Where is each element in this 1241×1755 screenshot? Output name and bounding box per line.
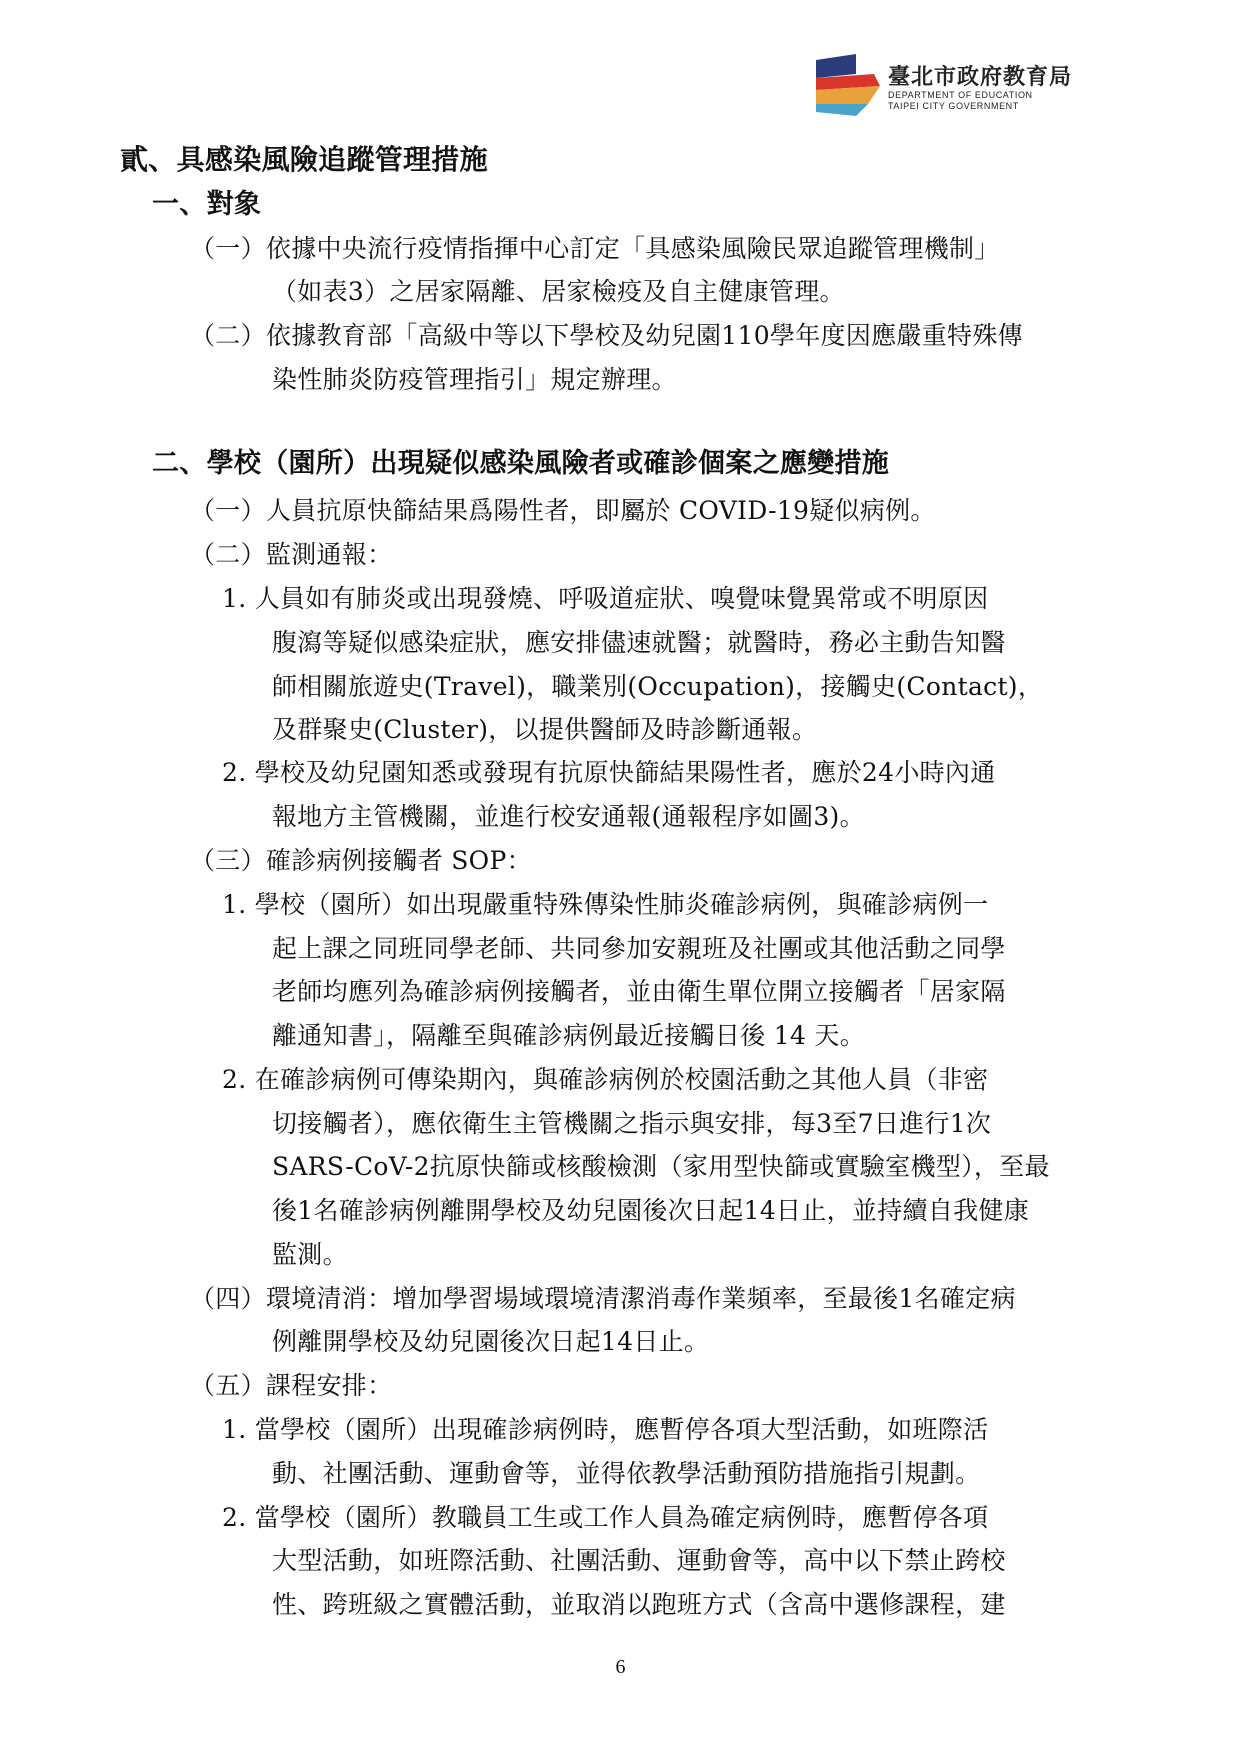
text-line: （五）課程安排：	[190, 1371, 393, 1400]
text-line: 老師均應列為確診病例接觸者，並由衛生單位開立接觸者「居家隔	[272, 977, 1006, 1006]
text-line: 動、社團活動、運動會等，並得依教學活動預防措施指引規劃。	[272, 1459, 981, 1488]
text-line: 染性肺炎防疫管理指引」規定辦理。	[272, 365, 677, 394]
text-line: 2. 學校及幼兒園知悉或發現有抗原快篩結果陽性者，應於24小時內通	[222, 758, 996, 787]
subsection-heading: 一、對象	[152, 189, 262, 220]
page-number: 6	[615, 1656, 626, 1678]
text-line: （一）依據中央流行疫情指揮中心訂定「具感染風險民眾追蹤管理機制」	[190, 234, 1000, 263]
text-line: 例離開學校及幼兒園後次日起14日止。	[272, 1327, 710, 1356]
section-heading: 貳、具感染風險追蹤管理措施	[120, 143, 488, 176]
text-line: （如表3）之居家隔離、居家檢疫及自主健康管理。	[272, 277, 845, 306]
text-line: 切接觸者），應依衛生主管機關之指示與安排，每3至7日進行1次	[272, 1109, 992, 1138]
text-line: （三）確診病例接觸者 SOP：	[190, 846, 532, 875]
text-line: 監測。	[272, 1240, 348, 1269]
text-line: （四）環境清消：增加學習場域環境清潔消毒作業頻率，至最後1名確定病	[190, 1284, 1016, 1313]
text-line: 1. 學校（園所）如出現嚴重特殊傳染性肺炎確診病例，與確診病例一	[222, 890, 989, 919]
text-line: 師相關旅遊史(Travel)，職業別(Occupation)，接觸史(Contact)，	[272, 672, 1044, 701]
org-name-en-line2: TAIPEI CITY GOVERNMENT	[888, 101, 1019, 111]
text-line: 起上課之同班同學老師、共同參加安親班及社團或其他活動之同學	[272, 934, 1006, 963]
text-line: 離通知書」，隔離至與確診病例最近接觸日後 14 天。	[272, 1021, 866, 1050]
text-line: 2. 當學校（園所）教職員工生或工作人員為確定病例時，應暫停各項	[222, 1503, 989, 1532]
org-name-zh: 臺北市政府教育局	[888, 65, 1073, 90]
text-line: 腹瀉等疑似感染症狀，應安排儘速就醫；就醫時，務必主動告知醫	[272, 628, 1006, 657]
text-line: 報地方主管機關，並進行校安通報(通報程序如圖3)。	[272, 802, 865, 831]
text-line: 後1名確診病例離開學校及幼兒園後次日起14日止，並持續自我健康	[272, 1196, 1030, 1225]
text-line: 1. 人員如有肺炎或出現發燒、呼吸道症狀、嗅覺味覺異常或不明原因	[222, 584, 989, 613]
text-line: 及群聚史(Cluster)，以提供醫師及時診斷通報。	[272, 715, 818, 744]
text-line: 1. 當學校（園所）出現確診病例時，應暫停各項大型活動，如班際活	[222, 1415, 989, 1444]
subsection-heading: 二、學校（園所）出現疑似感染風險者或確診個案之應變措施	[152, 448, 890, 479]
text-line: （二）監測通報：	[190, 540, 393, 569]
text-line: 2. 在確診病例可傳染期內，與確診病例於校園活動之其他人員（非密	[222, 1065, 989, 1094]
text-line: 大型活動，如班際活動、社團活動、運動會等，高中以下禁止跨校	[272, 1546, 1006, 1575]
department-emblem-icon	[816, 54, 880, 116]
text-line: （一）人員抗原快篩結果爲陽性者，即屬於 COVID-19疑似病例。	[190, 496, 936, 525]
department-logo	[816, 54, 1116, 120]
text-line: SARS-CoV-2抗原快篩或核酸檢測（家用型快篩或實驗室機型），至最	[272, 1152, 1050, 1181]
text-line: （二）依據教育部「高級中等以下學校及幼兒園110學年度因應嚴重特殊傳	[190, 321, 1023, 350]
text-line: 性、跨班級之實體活動，並取消以跑班方式（含高中選修課程，建	[272, 1590, 1006, 1619]
org-name-en-line1: DEPARTMENT OF EDUCATION	[888, 90, 1033, 100]
